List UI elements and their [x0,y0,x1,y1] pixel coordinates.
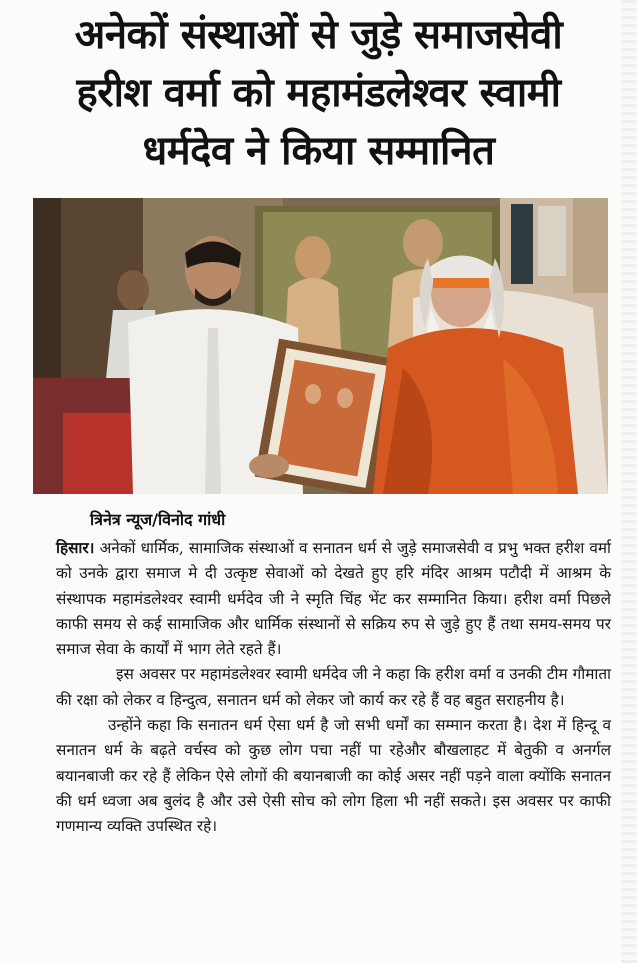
headline-line-3: धर्मदेव ने किया सम्मानित [142,128,495,174]
headline [20,6,617,180]
paragraph-1-text: अनेकों धार्मिक, सामाजिक संस्थाओं व सनातन धर्म से जुड़े समाजसेवी व प्रभु भक्त हरीश वर्मा को उनके द्वारा समाज मे दी उत्कृष्ट सेवाओं को देखते हुए हरि मंदिर आश्रम पटौदी में आश्रम के संस्थापक महामंडलेश्वर स्वामी धर्मदेव जी ने स्मृति चिंह भेंट कर सम्मानित किया। हरीश वर्मा पिछले काफी समय से कई सामाजिक और धार्मिक संस्थानों से सक्रिय रुप से जुड़े हुए हैं तथा समय-समय पर समाज सेवा के कार्यों में भाग लेते रहते हैं। [56,539,611,659]
article-body [56,536,611,840]
dateline: हिसार। [56,539,95,557]
news-photo [33,198,608,494]
headline-line-2: हरीश वर्मा को महामंडलेश्वर स्वामी [76,70,561,116]
byline: त्रिनेत्र न्यूज/विनोद गांधी [90,510,226,529]
adjacent-column-edge [621,0,637,963]
article-paragraph-1 [56,536,611,662]
article-paragraph-2: इस अवसर पर महामंडलेश्वर स्वामी धर्मदेव जी ने कहा कि हरीश वर्मा व उनकी टीम गौमाता की रक्षा को लेकर व हिन्दुत्व, सनातन धर्म को लेकर जो कार्य कर रहे हैं वह बहुत सराहनीय है। [56,665,611,709]
news-photo-illustration [33,198,608,494]
headline-line-1: अनेकों संस्थाओं से जुड़े समाजसेवी [74,12,563,58]
article-paragraph-3: उन्होंने कहा कि सनातन धर्म ऐसा धर्म है जो सभी धर्मों का सम्मान करता है। देश में हिन्दू व सनातन धर्म के बढ़ते वर्चस्व को कुछ लोग पचा नहीं पा रहेऔर बौखलाहट में बेतुकी व अनर्गल बयानबाजी कर रहे हैं लेकिन ऐसे लोगों की बयानबाजी का कोई असर नहीं पड़ने वाला क्योंकि सनातन की धर्म ध्वजा अब बुलंद है और उसे ऐसी सोच को लोग हिला भी नहीं सकते। इस अवसर पर काफी गणमान्य व्यक्ति उपस्थित रहे। [56,716,611,836]
